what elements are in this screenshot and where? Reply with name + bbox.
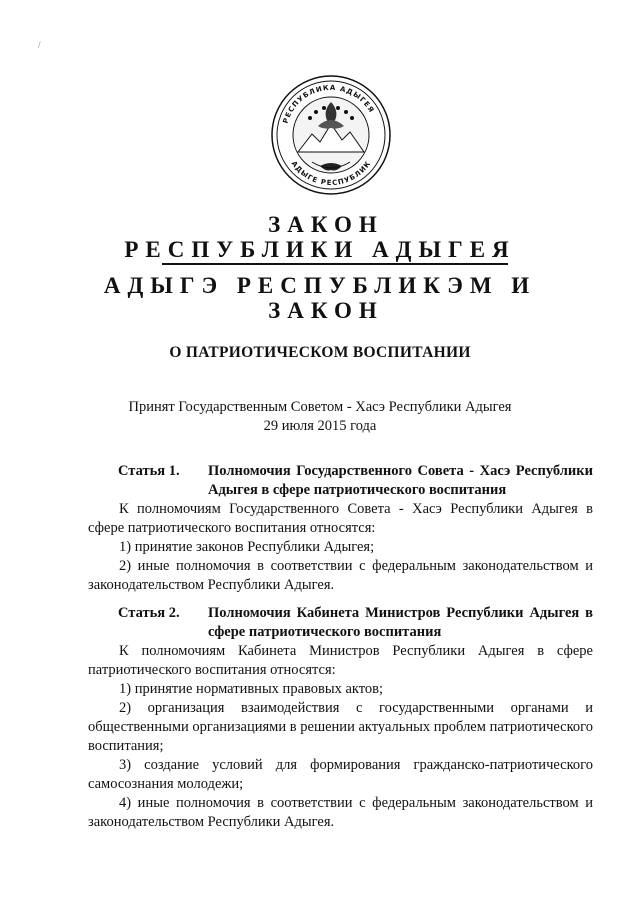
law-title — [0, 212, 640, 323]
title-line-2: РЕСПУБЛИКИ АДЫГЕЯ — [124, 237, 516, 262]
scan-mark: / — [38, 40, 41, 50]
article-paragraph: 2) иные полномочия в соответствии с федеральным законодательством и законодательством Республики Адыгея. — [88, 558, 593, 593]
adoption-date: 29 июля 2015 года — [263, 418, 377, 434]
article-paragraph: 1) принятие законов Республики Адыгея; — [119, 539, 375, 555]
adoption-info — [0, 398, 640, 436]
title-line-1: ЗАКОН — [268, 212, 384, 237]
emblem-top-text: РЕСПУБЛИКА АДЫГЕЯ — [281, 83, 376, 125]
article-1 — [88, 462, 593, 595]
article-paragraph: 3) создание условий для формирования гражданско-патриотического самосознания молодежи; — [88, 757, 593, 792]
article-number: Статья 2. — [118, 605, 180, 621]
article-title: Полномочия Государственного Совета - Хасэ Республики Адыгея в сфере патриотического воспитания — [208, 463, 593, 498]
article-paragraph: К полномочиям Кабинета Министров Республики Адыгея в сфере патриотического воспитания относятся: — [88, 643, 593, 678]
article-paragraph: К полномочиям Государственного Совета - Хасэ Республики Адыгея в сфере патриотического воспитания относятся: — [88, 501, 593, 536]
article-2 — [88, 604, 593, 832]
title-line-4: ЗАКОН — [268, 298, 384, 323]
emblem-bottom-text: АДЫГЕ РЕСПУБЛИК — [289, 159, 373, 188]
adopted-by: Принят Государственным Советом - Хасэ Республики Адыгея — [128, 399, 512, 415]
title-line-3: АДЫГЭ РЕСПУБЛИКЭМ И — [103, 273, 537, 298]
article-number: Статья 1. — [118, 463, 180, 479]
article-paragraph: 2) организация взаимодействия с государственными органами и общественными организациями в решении актуальных проблем патриотического воспитания; — [88, 700, 593, 754]
article-paragraph: 1) принятие нормативных правовых актов; — [119, 681, 384, 697]
coat-of-arms-emblem — [270, 74, 392, 196]
title-divider — [162, 263, 508, 265]
article-paragraph: 4) иные полномочия в соответствии с федеральным законодательством и законодательством Республики Адыгея. — [88, 795, 593, 830]
article-title: Полномочия Кабинета Министров Республики Адыгея в сфере патриотического воспитания — [208, 605, 593, 640]
law-subject: О ПАТРИОТИЧЕСКОМ ВОСПИТАНИИ — [169, 344, 471, 361]
